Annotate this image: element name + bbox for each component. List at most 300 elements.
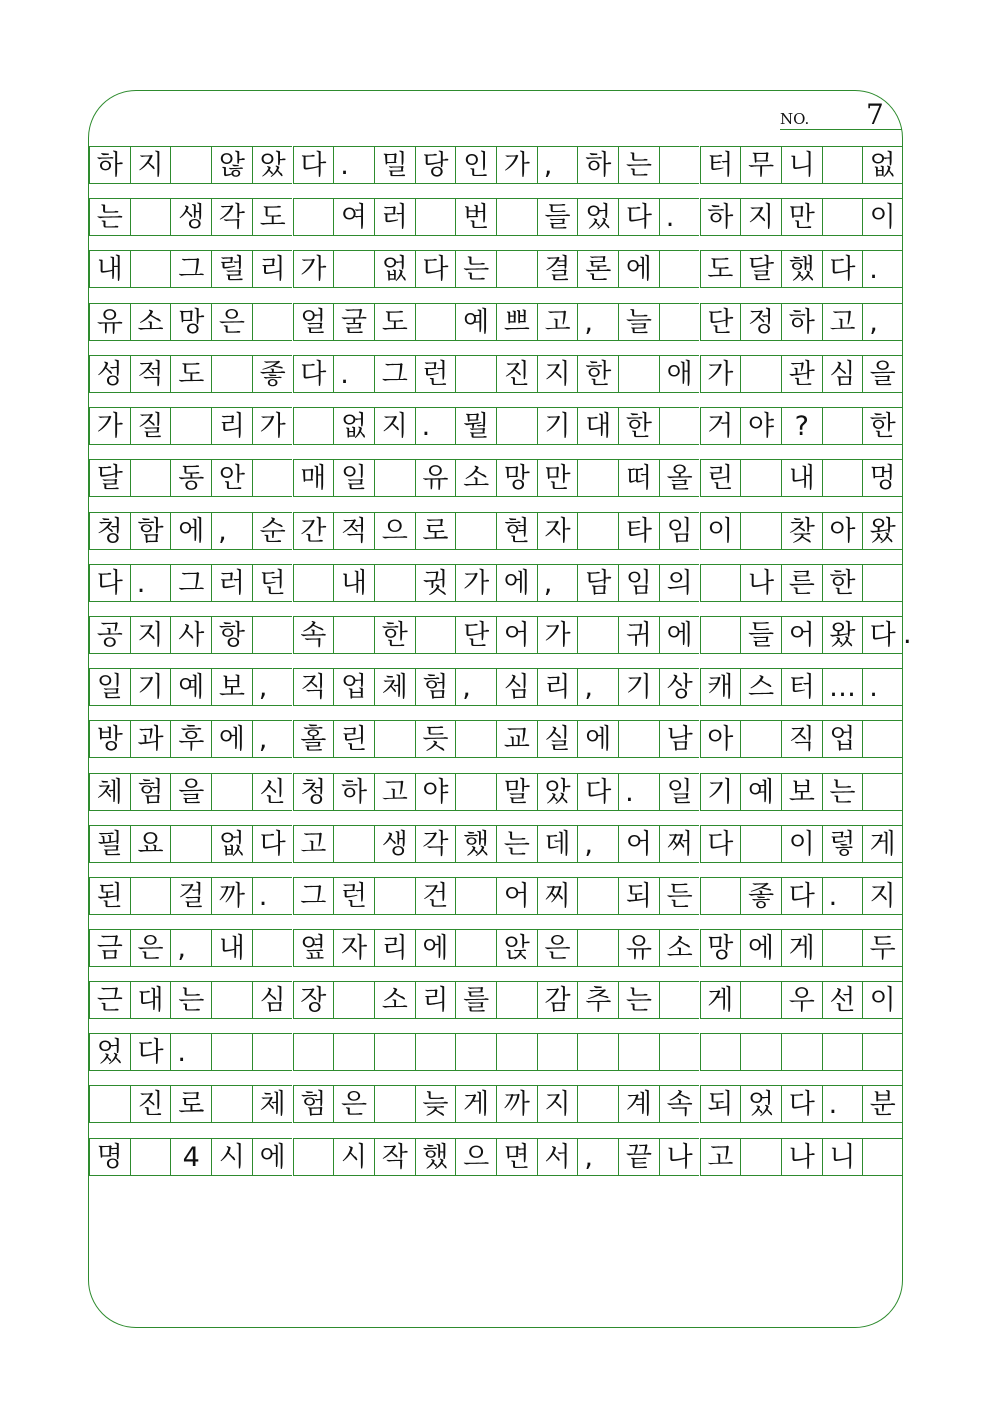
- grid-cell: [374, 459, 415, 497]
- grid-cell: [537, 1033, 578, 1071]
- grid-cell: [374, 877, 415, 915]
- grid-cell: 다: [293, 355, 334, 393]
- grid-cell: 야: [415, 773, 456, 811]
- grid-cell: ,: [455, 668, 496, 706]
- grid-cell: 가: [700, 355, 741, 393]
- grid-cell: 들: [740, 616, 781, 654]
- grid-cell: .: [862, 668, 903, 706]
- grid-cell: ,: [252, 720, 293, 758]
- grid-cell: ,: [577, 825, 618, 863]
- grid-cell: 대: [577, 407, 618, 445]
- grid-cell: 후: [170, 720, 211, 758]
- grid-cell: 안: [211, 459, 252, 497]
- grid-cell: 에: [415, 929, 456, 967]
- grid-cell: ,: [537, 146, 578, 184]
- grid-cell: 했: [781, 250, 822, 288]
- grid-cell: 귀: [618, 616, 659, 654]
- grid-cell: .: [822, 877, 863, 915]
- grid-cell: 내: [333, 564, 374, 602]
- grid-cell: [130, 198, 171, 236]
- grid-cell: 한: [862, 407, 903, 445]
- grid-cell: [822, 146, 863, 184]
- grid-cell: [740, 720, 781, 758]
- grid-cell: 당: [415, 146, 456, 184]
- grid-cell: 게: [781, 929, 822, 967]
- grid-cell: 단: [700, 303, 741, 341]
- grid-cell: 하: [700, 198, 741, 236]
- grid-cell: 업: [333, 668, 374, 706]
- grid-cell: 었: [577, 198, 618, 236]
- grid-cell: [659, 250, 700, 288]
- grid-cell: 에: [740, 929, 781, 967]
- grid-cell: 좋: [740, 877, 781, 915]
- grid-cell: 그: [170, 250, 211, 288]
- grid-cell: 서: [537, 1138, 578, 1176]
- grid-cell: 매: [293, 459, 334, 497]
- grid-cell: [293, 198, 334, 236]
- grid-cell: 되: [618, 877, 659, 915]
- grid-cell: 지: [130, 146, 171, 184]
- grid-row: [89, 773, 909, 811]
- grid-cell: [333, 981, 374, 1019]
- grid-cell: [862, 773, 903, 811]
- grid-cell: [333, 1033, 374, 1071]
- grid-cell: 런: [415, 355, 456, 393]
- grid-cell: 심: [252, 981, 293, 1019]
- grid-cell: [211, 773, 252, 811]
- grid-cell: [740, 1138, 781, 1176]
- grid-cell: 지: [374, 407, 415, 445]
- grid-cell: [455, 1033, 496, 1071]
- grid-cell: 에: [659, 616, 700, 654]
- grid-cell: 금: [89, 929, 130, 967]
- grid-cell: 고: [293, 825, 334, 863]
- grid-cell: 일: [659, 773, 700, 811]
- grid-cell: 임: [618, 564, 659, 602]
- grid-cell: [496, 198, 537, 236]
- grid-cell: 없: [862, 146, 903, 184]
- grid-cell: 기: [537, 407, 578, 445]
- grid-cell: 는: [822, 773, 863, 811]
- grid-cell: 내: [211, 929, 252, 967]
- grid-cell: 실: [537, 720, 578, 758]
- grid-cell: [740, 459, 781, 497]
- grid-cell: 멍: [862, 459, 903, 497]
- grid-cell: 로: [415, 512, 456, 550]
- grid-cell: 홀: [293, 720, 334, 758]
- grid-cell: [374, 720, 415, 758]
- grid-cell: 장: [293, 981, 334, 1019]
- grid-cell: [170, 407, 211, 445]
- grid-cell: .: [333, 355, 374, 393]
- grid-cell: [252, 1033, 293, 1071]
- grid-cell: 고: [700, 1138, 741, 1176]
- grid-cell: 남: [659, 720, 700, 758]
- grid-cell: 지: [862, 877, 903, 915]
- grid-cell: [740, 1033, 781, 1071]
- grid-cell: 다: [781, 877, 822, 915]
- grid-cell: 론: [577, 250, 618, 288]
- grid-cell: .: [618, 773, 659, 811]
- grid-cell: [374, 1033, 415, 1071]
- grid-cell: 하: [781, 303, 822, 341]
- grid-cell: 을: [170, 773, 211, 811]
- grid-cell: 간: [293, 512, 334, 550]
- grid-cell: [170, 146, 211, 184]
- grid-cell: 를: [455, 981, 496, 1019]
- grid-cell: 유: [415, 459, 456, 497]
- grid-row: [89, 720, 909, 758]
- grid-cell: [577, 929, 618, 967]
- grid-cell: [293, 564, 334, 602]
- grid-cell: 결: [537, 250, 578, 288]
- grid-cell: 4: [170, 1138, 211, 1176]
- grid-cell: 은: [130, 929, 171, 967]
- grid-cell: 필: [89, 825, 130, 863]
- grid-cell: 적: [130, 355, 171, 393]
- grid-cell: 정: [740, 303, 781, 341]
- grid-cell: 다: [822, 250, 863, 288]
- grid-cell: 교: [496, 720, 537, 758]
- grid-cell: 기: [618, 668, 659, 706]
- grid-cell: [822, 198, 863, 236]
- grid-cell: [415, 616, 456, 654]
- grid-cell: 도: [170, 355, 211, 393]
- grid-cell: 보: [211, 668, 252, 706]
- grid-row: [89, 825, 909, 863]
- grid-cell: 함: [130, 512, 171, 550]
- overflow-punctuation: .: [903, 619, 912, 650]
- grid-cell: [862, 564, 903, 602]
- grid-cell: 리: [537, 668, 578, 706]
- grid-cell: [211, 355, 252, 393]
- grid-cell: 인: [455, 146, 496, 184]
- grid-cell: 각: [211, 198, 252, 236]
- grid-cell: [822, 407, 863, 445]
- grid-cell: 거: [700, 407, 741, 445]
- grid-cell: 터: [700, 146, 741, 184]
- grid-cell: [577, 1085, 618, 1123]
- grid-cell: 예: [740, 773, 781, 811]
- grid-cell: 다: [700, 825, 741, 863]
- grid-cell: [374, 564, 415, 602]
- grid-cell: 을: [862, 355, 903, 393]
- grid-cell: 생: [374, 825, 415, 863]
- grid-cell: [89, 1085, 130, 1123]
- grid-cell: 면: [496, 1138, 537, 1176]
- grid-cell: [659, 981, 700, 1019]
- grid-cell: 으: [374, 512, 415, 550]
- grid-cell: [293, 1138, 334, 1176]
- grid-cell: 다: [130, 1033, 171, 1071]
- grid-cell: 도: [252, 198, 293, 236]
- grid-cell: 질: [130, 407, 171, 445]
- grid-cell: [130, 250, 171, 288]
- grid-row: [89, 981, 909, 1019]
- grid-cell: 에: [618, 250, 659, 288]
- grid-cell: 에: [211, 720, 252, 758]
- grid-cell: 으: [455, 1138, 496, 1176]
- grid-cell: [618, 720, 659, 758]
- grid-cell: 까: [496, 1085, 537, 1123]
- grid-cell: [130, 459, 171, 497]
- grid-cell: 끝: [618, 1138, 659, 1176]
- grid-cell: 체: [252, 1085, 293, 1123]
- grid-cell: 여: [333, 198, 374, 236]
- grid-cell: [415, 198, 456, 236]
- grid-cell: .: [415, 407, 456, 445]
- grid-row: [89, 1033, 909, 1071]
- grid-cell: 이: [862, 198, 903, 236]
- grid-cell: 현: [496, 512, 537, 550]
- grid-cell: 지: [537, 355, 578, 393]
- grid-cell: 스: [740, 668, 781, 706]
- grid-cell: 얼: [293, 303, 334, 341]
- grid-cell: 험: [293, 1085, 334, 1123]
- grid-cell: [415, 1033, 456, 1071]
- grid-cell: [659, 303, 700, 341]
- grid-cell: 고: [374, 773, 415, 811]
- grid-row: [89, 877, 909, 915]
- grid-cell: 된: [89, 877, 130, 915]
- grid-cell: 옆: [293, 929, 334, 967]
- grid-cell: [211, 981, 252, 1019]
- grid-cell: [293, 407, 334, 445]
- grid-cell: 청: [89, 512, 130, 550]
- grid-cell: 한: [618, 407, 659, 445]
- grid-cell: 적: [333, 512, 374, 550]
- grid-cell: 린: [700, 459, 741, 497]
- grid-cell: ,: [862, 303, 903, 341]
- grid-cell: [618, 355, 659, 393]
- grid-cell: 망: [700, 929, 741, 967]
- grid-cell: 선: [822, 981, 863, 1019]
- grid-cell: ,: [170, 929, 211, 967]
- grid-cell: [130, 1138, 171, 1176]
- grid-cell: [659, 1033, 700, 1071]
- grid-cell: 리: [211, 407, 252, 445]
- grid-cell: ,: [577, 303, 618, 341]
- grid-cell: 떠: [618, 459, 659, 497]
- grid-cell: 쁘: [496, 303, 537, 341]
- grid-cell: 은: [537, 929, 578, 967]
- grid-cell: 말: [496, 773, 537, 811]
- grid-cell: 명: [89, 1138, 130, 1176]
- grid-cell: 니: [822, 1138, 863, 1176]
- grid-cell: 린: [333, 720, 374, 758]
- grid-row: [89, 564, 909, 602]
- grid-cell: 았: [252, 146, 293, 184]
- grid-cell: 유: [618, 929, 659, 967]
- grid-row: [89, 303, 909, 341]
- page-number-label: NO.: [780, 110, 810, 128]
- grid-cell: 에: [577, 720, 618, 758]
- grid-cell: ?: [781, 407, 822, 445]
- grid-row: [89, 146, 909, 184]
- grid-cell: 업: [822, 720, 863, 758]
- grid-cell: [333, 825, 374, 863]
- grid-cell: 소: [374, 981, 415, 1019]
- grid-cell: 속: [659, 1085, 700, 1123]
- grid-cell: 왔: [822, 616, 863, 654]
- grid-row: [89, 929, 909, 967]
- grid-cell: 없: [374, 250, 415, 288]
- grid-cell: 없: [333, 407, 374, 445]
- grid-cell: 내: [781, 459, 822, 497]
- grid-cell: 도: [374, 303, 415, 341]
- grid-row: [89, 355, 909, 393]
- grid-cell: [455, 929, 496, 967]
- grid-cell: 대: [130, 981, 171, 1019]
- grid-cell: 럴: [211, 250, 252, 288]
- grid-cell: 가: [455, 564, 496, 602]
- grid-cell: 시: [211, 1138, 252, 1176]
- grid-cell: [455, 877, 496, 915]
- grid-cell: 타: [618, 512, 659, 550]
- grid-cell: ,: [252, 668, 293, 706]
- grid-cell: 했: [455, 825, 496, 863]
- grid-row: [89, 1138, 909, 1176]
- grid-cell: 체: [374, 668, 415, 706]
- grid-cell: 걸: [170, 877, 211, 915]
- grid-cell: 한: [577, 355, 618, 393]
- grid-cell: 가: [252, 407, 293, 445]
- grid-cell: 직: [781, 720, 822, 758]
- grid-cell: 어: [781, 616, 822, 654]
- grid-cell: 추: [577, 981, 618, 1019]
- grid-cell: 어: [496, 877, 537, 915]
- grid-cell: [130, 877, 171, 915]
- grid-cell: 에: [170, 512, 211, 550]
- grid-cell: 진: [130, 1085, 171, 1123]
- grid-cell: [740, 512, 781, 550]
- grid-cell: 망: [170, 303, 211, 341]
- grid-cell: 하: [333, 773, 374, 811]
- grid-cell: 직: [293, 668, 334, 706]
- grid-cell: .: [170, 1033, 211, 1071]
- grid-cell: 고: [537, 303, 578, 341]
- grid-cell: ,: [537, 564, 578, 602]
- grid-cell: .: [862, 250, 903, 288]
- grid-cell: 심: [822, 355, 863, 393]
- grid-cell: 만: [781, 198, 822, 236]
- grid-row: [89, 512, 909, 550]
- grid-cell: 에: [496, 564, 537, 602]
- grid-cell: 자: [333, 929, 374, 967]
- grid-cell: 다: [89, 564, 130, 602]
- grid-cell: [496, 981, 537, 1019]
- grid-cell: [822, 929, 863, 967]
- grid-cell: 공: [89, 616, 130, 654]
- grid-row: [89, 616, 912, 654]
- grid-cell: 달: [89, 459, 130, 497]
- grid-cell: 단: [455, 616, 496, 654]
- grid-cell: [822, 1033, 863, 1071]
- grid-cell: 우: [781, 981, 822, 1019]
- grid-cell: 던: [252, 564, 293, 602]
- grid-cell: 러: [211, 564, 252, 602]
- grid-cell: 이: [862, 981, 903, 1019]
- grid-cell: 는: [496, 825, 537, 863]
- grid-cell: 계: [618, 1085, 659, 1123]
- grid-cell: 의: [659, 564, 700, 602]
- grid-cell: 찾: [781, 512, 822, 550]
- grid-cell: 애: [659, 355, 700, 393]
- grid-cell: 아: [822, 512, 863, 550]
- grid-cell: 든: [659, 877, 700, 915]
- grid-cell: 과: [130, 720, 171, 758]
- grid-cell: [455, 355, 496, 393]
- grid-cell: [455, 512, 496, 550]
- grid-cell: ,: [211, 512, 252, 550]
- grid-cell: 보: [781, 773, 822, 811]
- grid-cell: 로: [170, 1085, 211, 1123]
- grid-cell: 었: [740, 1085, 781, 1123]
- grid-row: [89, 198, 909, 236]
- grid-cell: 번: [455, 198, 496, 236]
- grid-cell: 다: [781, 1085, 822, 1123]
- grid-cell: 는: [618, 981, 659, 1019]
- grid-cell: 다: [618, 198, 659, 236]
- grid-cell: [333, 250, 374, 288]
- grid-cell: 고: [822, 303, 863, 341]
- grid-cell: [577, 1033, 618, 1071]
- grid-cell: 작: [374, 1138, 415, 1176]
- grid-cell: [252, 929, 293, 967]
- grid-cell: [659, 407, 700, 445]
- grid-cell: 체: [89, 773, 130, 811]
- grid-cell: 도: [700, 250, 741, 288]
- grid-cell: 는: [618, 146, 659, 184]
- grid-cell: [252, 303, 293, 341]
- grid-cell: 러: [374, 198, 415, 236]
- grid-cell: 그: [170, 564, 211, 602]
- grid-cell: 야: [740, 407, 781, 445]
- grid-cell: 지: [537, 1085, 578, 1123]
- grid-cell: 게: [455, 1085, 496, 1123]
- grid-cell: [659, 146, 700, 184]
- grid-cell: [700, 616, 741, 654]
- grid-cell: 진: [496, 355, 537, 393]
- grid-cell: 는: [89, 198, 130, 236]
- grid-cell: 한: [374, 616, 415, 654]
- grid-cell: 나: [659, 1138, 700, 1176]
- grid-cell: ,: [577, 668, 618, 706]
- grid-cell: 지: [130, 616, 171, 654]
- grid-cell: [740, 355, 781, 393]
- grid-cell: 이: [700, 512, 741, 550]
- grid-cell: 듯: [415, 720, 456, 758]
- grid-cell: 망: [496, 459, 537, 497]
- grid-cell: 왔: [862, 512, 903, 550]
- grid-cell: [577, 459, 618, 497]
- grid-cell: 동: [170, 459, 211, 497]
- grid-cell: 했: [415, 1138, 456, 1176]
- grid-cell: 심: [496, 668, 537, 706]
- grid-cell: 각: [415, 825, 456, 863]
- grid-cell: [496, 250, 537, 288]
- grid-cell: 귓: [415, 564, 456, 602]
- grid-cell: 찌: [537, 877, 578, 915]
- grid-cell: 은: [333, 1085, 374, 1123]
- grid-cell: 가: [293, 250, 334, 288]
- grid-cell: [577, 616, 618, 654]
- grid-cell: [862, 1033, 903, 1071]
- grid-cell: 시: [333, 1138, 374, 1176]
- grid-cell: 일: [89, 668, 130, 706]
- grid-cell: 담: [577, 564, 618, 602]
- grid-cell: 순: [252, 512, 293, 550]
